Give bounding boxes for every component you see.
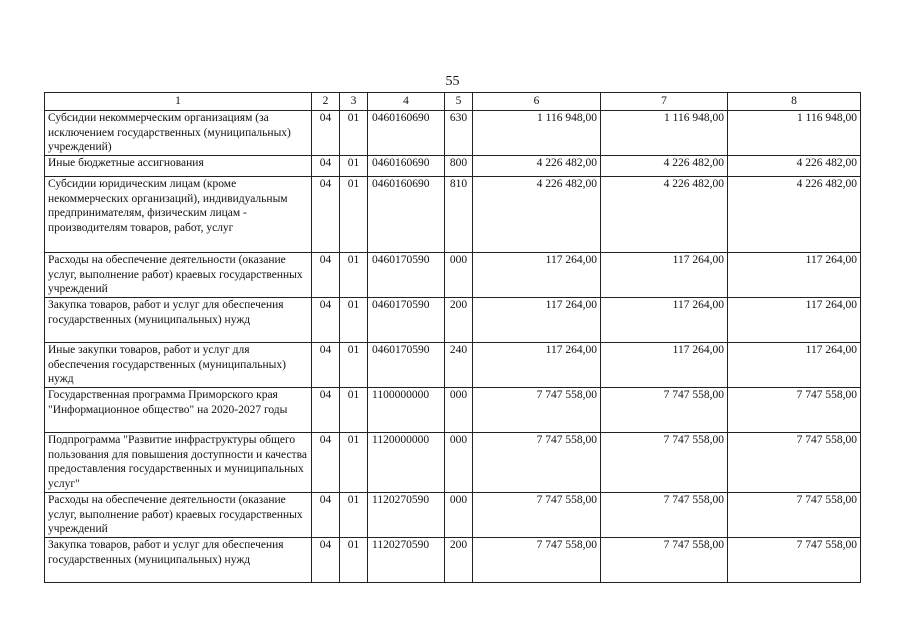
- budget-table: [44, 92, 861, 583]
- row-description: Расходы на обеспечение деятельности (оказание услуг, выполнение работ) краевых государственных учреждений: [45, 253, 312, 298]
- row-section-code: 01: [340, 538, 368, 583]
- row-amount-col7: 7 747 558,00: [601, 538, 728, 583]
- row-amount-col8: 7 747 558,00: [728, 538, 861, 583]
- row-target-code: 1100000000: [368, 388, 445, 433]
- row-target-code: 1120270590: [368, 538, 445, 583]
- table-row: [45, 493, 861, 538]
- row-amount-col6: 4 226 482,00: [473, 156, 601, 177]
- row-amount-col8: 4 226 482,00: [728, 177, 861, 253]
- row-section-code: 01: [340, 177, 368, 253]
- table-row: [45, 538, 861, 583]
- column-header-2: 2: [312, 93, 340, 111]
- row-section-code: 01: [340, 433, 368, 493]
- row-amount-col7: 117 264,00: [601, 298, 728, 343]
- row-amount-col6: 7 747 558,00: [473, 493, 601, 538]
- row-ministry-code: 04: [312, 298, 340, 343]
- row-target-code: 0460160690: [368, 111, 445, 156]
- row-section-code: 01: [340, 493, 368, 538]
- row-amount-col6: 7 747 558,00: [473, 538, 601, 583]
- row-ministry-code: 04: [312, 343, 340, 388]
- row-amount-col7: 117 264,00: [601, 253, 728, 298]
- row-amount-col8: 7 747 558,00: [728, 493, 861, 538]
- row-ministry-code: 04: [312, 156, 340, 177]
- row-amount-col6: 117 264,00: [473, 343, 601, 388]
- row-amount-col8: 1 116 948,00: [728, 111, 861, 156]
- table-row: [45, 111, 861, 156]
- row-amount-col8: 117 264,00: [728, 298, 861, 343]
- column-header-3: 3: [340, 93, 368, 111]
- row-section-code: 01: [340, 298, 368, 343]
- column-header-1: 1: [45, 93, 312, 111]
- column-header-4: 4: [368, 93, 445, 111]
- column-header-7: 7: [601, 93, 728, 111]
- row-amount-col6: 4 226 482,00: [473, 177, 601, 253]
- row-target-code: 0460170590: [368, 343, 445, 388]
- row-expense-type: 630: [445, 111, 473, 156]
- row-amount-col6: 7 747 558,00: [473, 388, 601, 433]
- row-ministry-code: 04: [312, 253, 340, 298]
- row-description: Закупка товаров, работ и услуг для обеспечения государственных (муниципальных) нужд: [45, 538, 312, 583]
- row-amount-col7: 117 264,00: [601, 343, 728, 388]
- table-row: [45, 253, 861, 298]
- row-ministry-code: 04: [312, 433, 340, 493]
- row-target-code: 0460170590: [368, 253, 445, 298]
- row-expense-type: 000: [445, 253, 473, 298]
- row-expense-type: 200: [445, 538, 473, 583]
- row-expense-type: 000: [445, 433, 473, 493]
- row-expense-type: 000: [445, 388, 473, 433]
- row-description: Государственная программа Приморского края "Информационное общество" на 2020-2027 годы: [45, 388, 312, 433]
- row-amount-col7: 7 747 558,00: [601, 433, 728, 493]
- row-target-code: 0460160690: [368, 156, 445, 177]
- row-amount-col7: 1 116 948,00: [601, 111, 728, 156]
- row-amount-col6: 1 116 948,00: [473, 111, 601, 156]
- row-expense-type: 240: [445, 343, 473, 388]
- row-expense-type: 200: [445, 298, 473, 343]
- row-description: Иные бюджетные ассигнования: [45, 156, 312, 177]
- row-description: Субсидии юридическим лицам (кроме некоммерческих организаций), индивидуальным предпринимателям, физическим лицам - производителям товаров, работ, услуг: [45, 177, 312, 253]
- row-section-code: 01: [340, 343, 368, 388]
- row-section-code: 01: [340, 253, 368, 298]
- row-amount-col7: 7 747 558,00: [601, 388, 728, 433]
- row-amount-col6: 7 747 558,00: [473, 433, 601, 493]
- row-expense-type: 000: [445, 493, 473, 538]
- row-description: Расходы на обеспечение деятельности (оказание услуг, выполнение работ) краевых государственных учреждений: [45, 493, 312, 538]
- table-row: [45, 177, 861, 253]
- row-target-code: 1120270590: [368, 493, 445, 538]
- column-header-5: 5: [445, 93, 473, 111]
- row-amount-col8: 7 747 558,00: [728, 388, 861, 433]
- row-target-code: 0460170590: [368, 298, 445, 343]
- row-amount-col7: 4 226 482,00: [601, 177, 728, 253]
- row-target-code: 1120000000: [368, 433, 445, 493]
- table-row: [45, 388, 861, 433]
- table-row: [45, 343, 861, 388]
- row-section-code: 01: [340, 388, 368, 433]
- row-ministry-code: 04: [312, 388, 340, 433]
- row-amount-col6: 117 264,00: [473, 298, 601, 343]
- row-amount-col8: 4 226 482,00: [728, 156, 861, 177]
- page-number: 55: [445, 74, 460, 89]
- row-expense-type: 810: [445, 177, 473, 253]
- table-row: [45, 156, 861, 177]
- row-ministry-code: 04: [312, 538, 340, 583]
- row-amount-col8: 117 264,00: [728, 253, 861, 298]
- row-ministry-code: 04: [312, 493, 340, 538]
- header-row: [45, 93, 861, 111]
- column-header-6: 6: [473, 93, 601, 111]
- column-header-8: 8: [728, 93, 861, 111]
- row-section-code: 01: [340, 111, 368, 156]
- row-description: Закупка товаров, работ и услуг для обеспечения государственных (муниципальных) нужд: [45, 298, 312, 343]
- row-amount-col7: 4 226 482,00: [601, 156, 728, 177]
- table-row: [45, 433, 861, 493]
- table-row: [45, 298, 861, 343]
- row-ministry-code: 04: [312, 177, 340, 253]
- row-description: Субсидии некоммерческим организациям (за исключением государственных (муниципальных) учреждений): [45, 111, 312, 156]
- row-amount-col8: 117 264,00: [728, 343, 861, 388]
- row-ministry-code: 04: [312, 111, 340, 156]
- row-expense-type: 800: [445, 156, 473, 177]
- row-description: Подпрограмма "Развитие инфраструктуры общего пользования для повышения доступности и качества предоставления государственных и муниципальных услуг": [45, 433, 312, 493]
- row-description: Иные закупки товаров, работ и услуг для обеспечения государственных (муниципальных) нужд: [45, 343, 312, 388]
- row-amount-col8: 7 747 558,00: [728, 433, 861, 493]
- row-section-code: 01: [340, 156, 368, 177]
- row-amount-col7: 7 747 558,00: [601, 493, 728, 538]
- row-target-code: 0460160690: [368, 177, 445, 253]
- row-amount-col6: 117 264,00: [473, 253, 601, 298]
